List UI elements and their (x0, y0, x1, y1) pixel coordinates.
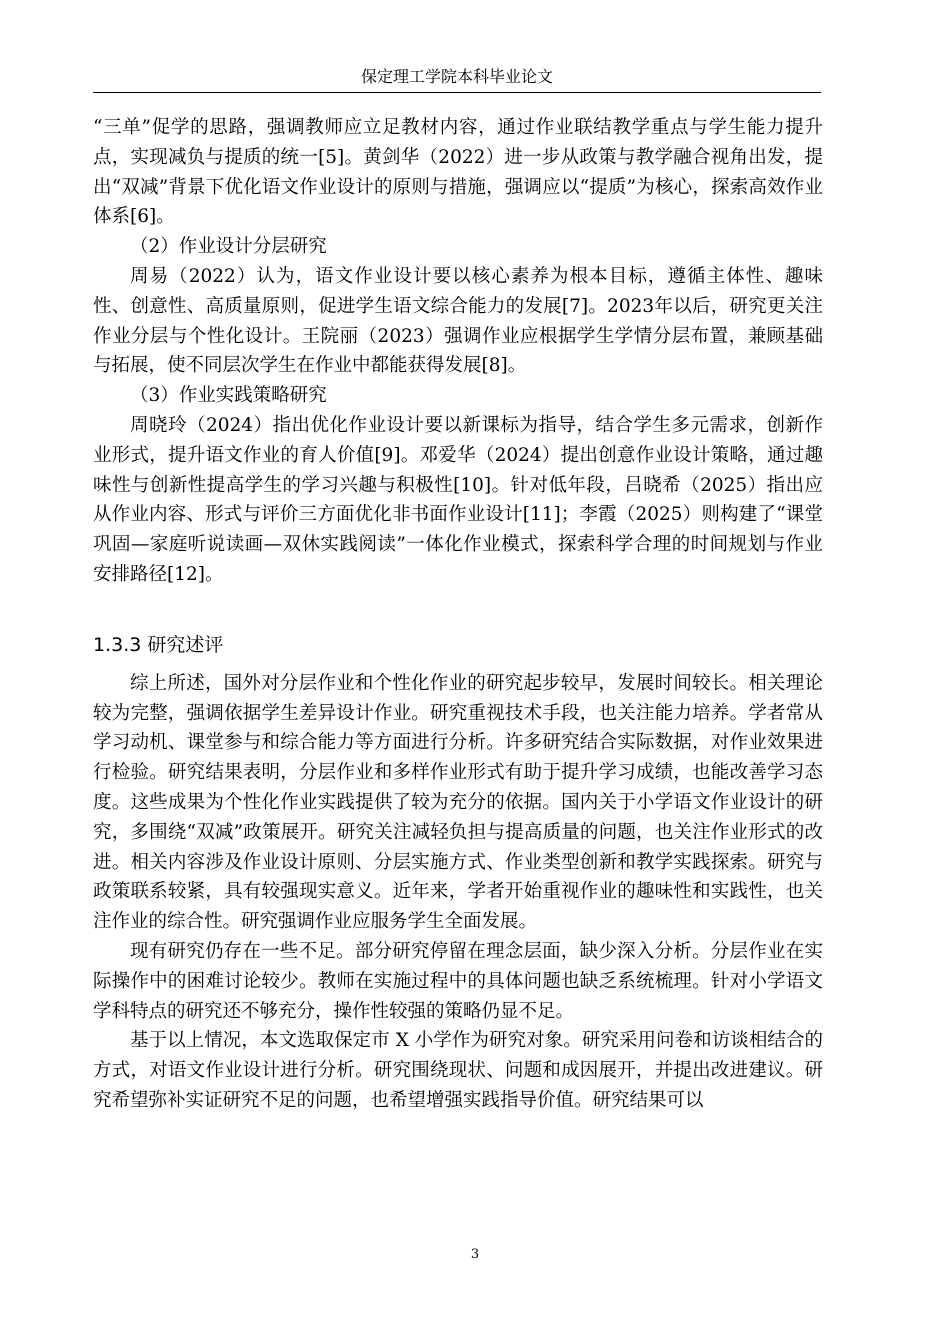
paragraph-review-summary: 综上所述，国外对分层作业和个性化作业的研究起步较早，发展时间较长。相关理论较为完整，强调依据学生差异设计作业。研究重视技术手段，也关注能力培养。学者常从学习动机、课堂参与和综合能力等方面进行分析。许多研究结合实际数据，对作业效果进行检验。研究结果表明，分层作业和多样作业形式有助于提升学习成绩，也能改善学习态度。这些成果为个性化作业实践提供了较为充分的依据。国内关于小学语文作业设计的研究，多围绕“双减”政策展开。研究关注减轻负担与提高质量的问题，也关注作业形式的改进。相关内容涉及作业设计原则、分层实施方式、作业类型创新和教学实践探索。研究与政策联系较紧，具有较强现实意义。近年来，学者开始重视作业的趣味性和实践性，也关注作业的综合性。研究强调作业应服务学生全面发展。 (93, 672, 823, 933)
paragraph-review-basis: 基于以上情况，本文选取保定市 X 小学作为研究对象。研究采用问卷和访谈相结合的方式，对语文作业设计进行分析。研究围绕现状、问题和成因展开，并提出改进建议。研究希望弥补实证研究不足的问题，也希望增强实践指导价值。研究结果可以 (93, 1030, 823, 1111)
section-heading-review: 1.3.3 研究述评 (93, 633, 224, 656)
page-number: 3 (470, 1247, 480, 1262)
paragraph-practice-strategy: 周晓玲（2024）指出优化作业设计要以新课标为指导，结合学生多元需求，创新作业形式，提升语文作业的育人价值[9]。邓爱华（2024）提出创意作业设计策略，通过趣味性与创新性提高学生的学习兴趣与积极性[10]。针对低年段，吕晓希（2025）指出应从作业内容、形式与评价三方面优化非书面作业设计[11]；李霞（2025）则构建了“课堂巩固—家庭听说读画—双休实践阅读”一体化作业模式，探索科学合理的时间规划与作业安排路径[12]。 (93, 414, 823, 585)
paragraph-review-shortcomings: 现有研究仍存在一些不足。部分研究停留在理念层面，缺少深入分析。分层作业在实际操作中的困难讨论较少。教师在实施过程中的具体问题也缺乏系统梳理。针对小学语文学科特点的研究还不够充分，操作性较强的策略仍显不足。 (93, 940, 823, 1022)
header-title: 保定理工学院本科毕业论文 (360, 67, 553, 86)
paragraph-continued: “三单”促学的思路，强调教师应立足教材内容，通过作业联结教学重点与学生能力提升点，实现减负与提质的统一[5]。黄剑华（2022）进一步从政策与教学融合视角出发，提出“双减”背景下优化语文作业设计的原则与措施，强调应以“提质”为核心，探索高效作业体系[6]。 (93, 117, 823, 228)
paragraph-layered-design: 周易（2022）认为，语文作业设计要以核心素养为根本目标，遵循主体性、趣味性、创意性、高质量原则，促进学生语文综合能力的发展[7]。2023年以后，研究更关注作业分层与个性化设计。王院丽（2023）强调作业应根据学生学情分层布置，兼顾基础与拓展，使不同层次学生在作业中都能获得发展[8]。 (93, 265, 823, 377)
subheading-practice-strategy: （3）作业实践策略研究 (130, 385, 327, 407)
page-header (93, 62, 821, 93)
main-content (93, 113, 823, 1116)
subheading-layered-design: （2）作业设计分层研究 (130, 236, 327, 258)
